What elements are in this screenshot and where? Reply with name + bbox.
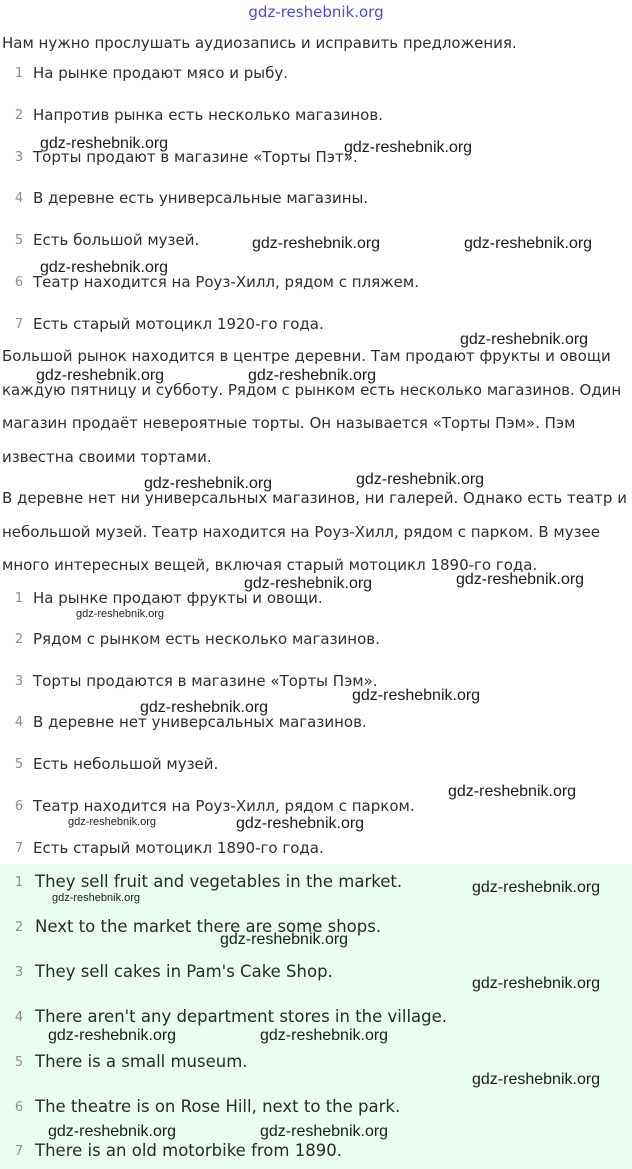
item-number: 4 (14, 1010, 24, 1025)
item-number: 2 (14, 632, 24, 647)
watermark: gdz-reshebnik.org (40, 259, 169, 276)
item-text: Рядом с рынком есть несколько магазинов. (33, 630, 380, 648)
watermark: gdz-reshebnik.org (36, 367, 165, 384)
item-number: 4 (14, 191, 24, 206)
watermark: gdz-reshebnik.org (344, 139, 473, 156)
paragraph-line: магазин продаёт невероятные торты. Он называется «Торты Пэм». Пэм (2, 414, 576, 432)
item-text: They sell cakes in Pam's Cake Shop. (35, 962, 333, 981)
item-number: 2 (14, 108, 24, 123)
item-text: Напротив рынка есть несколько магазинов. (33, 106, 383, 124)
item-number: 4 (14, 715, 24, 730)
paragraph-line: каждую пятницу и субботу. Рядом с рынком есть несколько магазинов. Один (2, 380, 622, 399)
watermark: gdz-reshebnik.org (48, 1027, 177, 1044)
paragraph-line: Большой рынок находится в центре деревни. Там продают фрукты и овощи (2, 347, 611, 365)
story-paragraph-2 (2, 482, 627, 583)
watermark: gdz-reshebnik.org (248, 367, 377, 384)
watermark: gdz-reshebnik.org (464, 235, 593, 252)
item-text: There aren't any department stores in the village. (35, 1007, 448, 1026)
item-number: 1 (14, 66, 24, 81)
watermark: gdz-reshebnik.org (40, 135, 169, 152)
watermark: gdz-reshebnik.org (52, 892, 141, 904)
item-number: 1 (14, 591, 24, 606)
item-number: 6 (14, 1100, 24, 1115)
item-number: 5 (14, 1055, 24, 1070)
watermark: gdz-reshebnik.org (48, 1123, 177, 1140)
item-text: Есть большой музей. (33, 231, 200, 249)
watermark: gdz-reshebnik.org (244, 575, 373, 592)
watermark: gdz-reshebnik.org (260, 1123, 389, 1140)
item-text: На рынке продают фрукты и овощи. (33, 589, 323, 607)
item-number: 6 (14, 799, 24, 814)
story-paragraph-1 (2, 340, 621, 474)
item-text: The theatre is on Rose Hill, next to the park. (35, 1097, 401, 1116)
watermark: gdz-reshebnik.org (472, 1071, 601, 1088)
item-number: 3 (14, 674, 24, 689)
item-text: There is a small museum. (35, 1052, 248, 1071)
watermark: gdz-reshebnik.org (144, 475, 273, 492)
watermark: gdz-reshebnik.org (220, 931, 349, 948)
item-text: Торты продаются в магазине «Торты Пэм». (33, 672, 378, 690)
item-text: В деревне есть универсальные магазины. (33, 189, 369, 207)
watermark: gdz-reshebnik.org (472, 879, 601, 896)
watermark: gdz-reshebnik.org (472, 975, 601, 992)
paragraph-line: В деревне нет ни универсальных магазинов, ни галерей. Однако есть театр и (2, 489, 627, 507)
paragraph-line: известна своими тортами. (2, 447, 212, 466)
item-number: 2 (14, 920, 24, 935)
item-number: 1 (14, 875, 24, 890)
watermark: gdz-reshebnik.org (460, 331, 589, 348)
item-number: 7 (14, 1144, 24, 1159)
item-text: Торты продают в магазине «Торты Пэт». (33, 148, 358, 166)
item-number: 5 (14, 233, 24, 248)
watermark: gdz-reshebnik.org (356, 471, 485, 488)
paragraph-line: много интересных вещей, включая старый мотоцикл 1890-го года. (2, 556, 538, 574)
watermark: gdz-reshebnik.org (236, 815, 365, 832)
watermark: gdz-reshebnik.org (68, 816, 157, 828)
watermark: gdz-reshebnik.org (352, 687, 481, 704)
item-number: 5 (14, 757, 24, 772)
item-text: Next to the market there are some shops. (35, 917, 382, 936)
item-text: Театр находится на Роуз-Хилл, рядом с пляжем. (33, 273, 419, 291)
item-number: 3 (14, 150, 24, 165)
watermark: gdz-reshebnik.org (448, 783, 577, 800)
item-text: They sell fruit and vegetables in the market. (35, 872, 403, 891)
watermark: gdz-reshebnik.org (140, 699, 269, 716)
instruction-text: Нам нужно прослушать аудиозапись и исправить предложения. (2, 34, 517, 52)
item-number: 7 (14, 317, 24, 332)
item-text: Есть старый мотоцикл 1920-го года. (33, 315, 324, 333)
item-number: 3 (14, 965, 24, 980)
item-text: В деревне нет универсальных магазинов. (33, 713, 367, 731)
item-text: There is an old motorbike from 1890. (35, 1141, 342, 1160)
watermark: gdz-reshebnik.org (76, 608, 165, 620)
watermark: gdz-reshebnik.org (260, 1027, 389, 1044)
watermark: gdz-reshebnik.org (252, 235, 381, 252)
paragraph-line: небольшой музей. Театр находится на Роуз-Хилл, рядом с парком. В музее (2, 522, 601, 541)
item-text: Есть небольшой музей. (33, 755, 219, 773)
item-number: 7 (14, 841, 24, 856)
header-watermark: gdz-reshebnik.org (248, 3, 384, 21)
watermark: gdz-reshebnik.org (456, 571, 585, 588)
item-text: На рынке продают мясо и рыбу. (33, 64, 288, 82)
item-text: Есть старый мотоцикл 1890-го года. (33, 839, 324, 857)
item-text: Театр находится на Роуз-Хилл, рядом с парком. (33, 797, 415, 815)
item-number: 6 (14, 275, 24, 290)
